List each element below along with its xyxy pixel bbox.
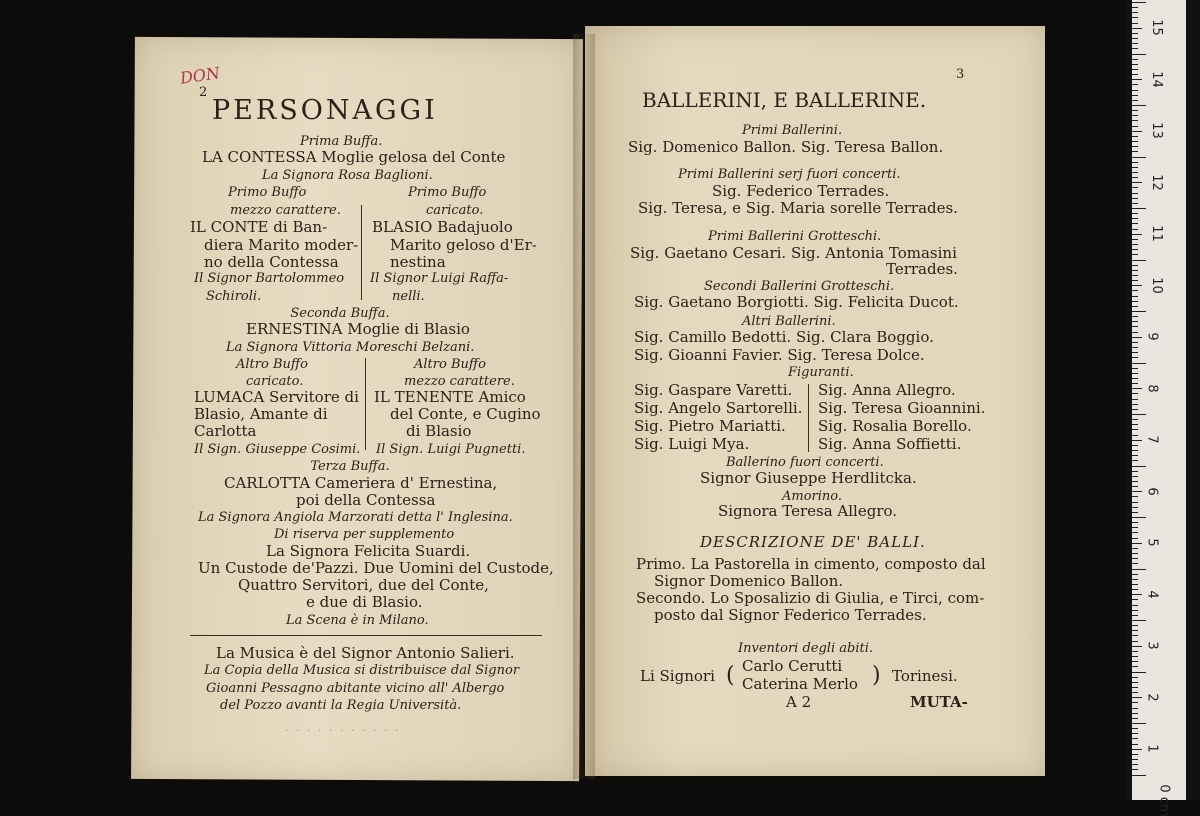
col-line: LUMACA Servitore di: [194, 388, 359, 406]
performer-line: La Signora Rosa Baglioni.: [262, 168, 433, 183]
col-line: Il Signor Bartolommeo: [194, 271, 345, 286]
column-divider: [808, 384, 809, 452]
ruler-tick: [1132, 692, 1138, 693]
ruler-tick: [1132, 728, 1138, 729]
col-line: Schiroli.: [206, 289, 262, 304]
ruler-label: 0 cm: [1156, 783, 1172, 816]
ruler-tick: [1132, 738, 1138, 739]
ruler-tick: [1132, 234, 1142, 235]
ruler-tick: [1132, 589, 1138, 590]
col-line: di Blasio: [406, 422, 472, 440]
ruler-tick: [1132, 363, 1146, 364]
role-heading: Prima Buffa.: [300, 134, 383, 149]
ballet-line: Signor Domenico Ballon.: [654, 572, 844, 590]
col-line: Altro Buffo: [236, 357, 308, 372]
character-line: CARLOTTA Cameriera d' Ernestina,: [224, 474, 498, 492]
ruler-tick: [1132, 208, 1146, 209]
ruler-tick: [1132, 532, 1138, 533]
col-line: Primo Buffo: [228, 185, 307, 200]
ruler-tick: [1132, 115, 1138, 116]
ruler-tick: [1132, 558, 1138, 559]
dancer-line: Signor Giuseppe Herdlitcka.: [700, 469, 917, 487]
ruler-tick: [1132, 280, 1138, 281]
ruler-tick: [1132, 661, 1138, 662]
col-line: Blasio, Amante di: [194, 405, 328, 423]
costume-line: Torinesi.: [892, 667, 958, 685]
extras-line: Quattro Servitori, due del Conte,: [238, 576, 489, 594]
ballet-description-heading: DESCRIZIONE DE' BALLI.: [700, 533, 926, 551]
footer-line: del Pozzo avanti la Regia Università.: [220, 698, 462, 713]
extras-line: Un Custode de'Pazzi. Due Uomini del Custode,: [198, 559, 554, 577]
ruler-tick: [1132, 656, 1138, 657]
performer-line: La Signora Vittoria Moreschi Belzani.: [226, 340, 475, 355]
ruler-tick: [1132, 517, 1146, 518]
ruler-tick: [1132, 162, 1138, 163]
ruler-tick: [1132, 90, 1138, 91]
ruler-tick: [1132, 172, 1138, 173]
ballet-line: posto dal Signor Federico Terrades.: [654, 606, 927, 624]
ruler-label: 14: [1148, 70, 1164, 88]
ruler-tick: [1132, 229, 1138, 230]
character-line: LA CONTESSA Moglie gelosa del Conte: [202, 148, 506, 166]
character-line: ERNESTINA Moglie di Blasio: [246, 320, 470, 338]
ruler-tick: [1132, 445, 1138, 446]
performer-line: La Signora Felicita Suardi.: [266, 542, 471, 560]
ruler-tick: [1132, 466, 1146, 467]
extras-line: e due di Blasio.: [306, 593, 423, 611]
ruler-tick: [1132, 373, 1138, 374]
faded-stamp: · · · · · · · · · · ·: [285, 724, 401, 737]
dancer-line: Sig. Anna Soffietti.: [818, 435, 962, 453]
section-heading: Primi Ballerini serj fuori concerti.: [678, 167, 901, 182]
ruler-tick: [1132, 357, 1138, 358]
ruler-tick: [1132, 157, 1146, 158]
page-title: PERSONAGGI: [212, 95, 438, 126]
col-line: mezzo carattere.: [404, 374, 515, 389]
ruler-tick: [1132, 332, 1138, 333]
ruler-label: 6: [1144, 486, 1160, 496]
page-number: 3: [956, 67, 965, 82]
ruler-label: 2: [1144, 692, 1160, 702]
col-line: IL TENENTE Amico: [374, 388, 526, 406]
ruler-tick: [1132, 641, 1138, 642]
ruler-tick: [1132, 28, 1142, 29]
ruler-tick: [1132, 563, 1138, 564]
ruler-tick: [1132, 223, 1138, 224]
ruler-tick: [1132, 759, 1138, 760]
horizontal-rule: [190, 635, 542, 636]
ruler-label: 1: [1144, 744, 1160, 753]
column-divider: [361, 205, 362, 300]
page-number: 2: [199, 85, 208, 100]
ruler-tick: [1132, 290, 1138, 291]
ruler-tick: [1132, 697, 1142, 698]
dancer-line: Sig. Luigi Mya.: [634, 435, 750, 453]
ruler-tick: [1132, 126, 1138, 127]
ruler-tick: [1132, 775, 1146, 776]
book-gutter: [573, 34, 595, 779]
col-line: Primo Buffo: [408, 185, 487, 200]
ruler-tick: [1132, 311, 1146, 312]
col-line: caricato.: [426, 203, 484, 218]
dancer-line: Sig. Pietro Mariatti.: [634, 417, 786, 435]
col-line: del Conte, e Cugino: [390, 405, 541, 423]
ruler-tick: [1132, 141, 1138, 142]
dancer-line: Terrades.: [886, 260, 958, 278]
ruler-tick: [1132, 38, 1138, 39]
ruler-tick: [1132, 342, 1138, 343]
ruler-tick: [1132, 666, 1138, 667]
ruler-tick: [1132, 213, 1138, 214]
ruler-tick: [1132, 239, 1138, 240]
section-heading: Figuranti.: [788, 365, 854, 380]
dancer-line: Sig. Gaetano Borgiotti. Sig. Felicita Ducot.: [634, 293, 959, 311]
ruler-tick: [1132, 708, 1138, 709]
ruler-tick: [1132, 23, 1138, 24]
ruler-tick: [1132, 507, 1138, 508]
col-line: nelli.: [392, 289, 425, 304]
ruler-tick: [1132, 347, 1138, 348]
page-title: BALLERINI, E BALLERINE.: [642, 88, 927, 112]
ruler-tick: [1132, 198, 1138, 199]
ruler-tick: [1132, 605, 1138, 606]
costume-line: Li Signori: [640, 667, 715, 685]
ruler-tick: [1132, 74, 1138, 75]
section-heading: Secondi Ballerini Grotteschi.: [704, 279, 895, 294]
costume-name: Carlo Cerutti: [742, 657, 843, 675]
col-line: mezzo carattere.: [230, 203, 341, 218]
performer-line: La Signora Angiola Marzorati detta l' Inglesina.: [198, 510, 513, 525]
ruler-tick: [1132, 110, 1138, 111]
ruler-tick: [1132, 419, 1138, 420]
ruler-label: 7: [1144, 435, 1160, 444]
ruler-tick: [1132, 352, 1138, 353]
ruler-tick: [1132, 79, 1142, 80]
ruler-tick: [1132, 167, 1138, 168]
ruler-scale: [1132, 0, 1186, 816]
col-line: no della Contessa: [204, 253, 339, 271]
dancer-line: Sig. Teresa Gioannini.: [818, 399, 986, 417]
ruler-tick: [1132, 512, 1138, 513]
ruler-tick: [1132, 682, 1138, 683]
signature-mark: A 2: [786, 693, 812, 711]
ruler-label: 12: [1148, 173, 1164, 191]
ruler-tick: [1132, 615, 1138, 616]
ruler-tick: [1132, 491, 1142, 492]
ruler-tick: [1132, 260, 1146, 261]
section-heading: Primi Ballerini.: [742, 123, 843, 138]
ruler-label: 8: [1144, 383, 1160, 393]
ruler-tick: [1132, 244, 1138, 245]
ruler-tick: [1132, 713, 1138, 714]
ruler-tick: [1132, 265, 1138, 266]
ruler-tick: [1132, 527, 1138, 528]
ruler-tick: [1132, 429, 1138, 430]
ruler-tick: [1132, 502, 1138, 503]
ruler-tick: [1132, 151, 1138, 152]
ruler-tick: [1132, 553, 1138, 554]
costume-name: Caterina Merlo: [742, 675, 858, 693]
music-credit: La Musica è del Signor Antonio Salieri.: [216, 644, 515, 662]
ruler-tick: [1132, 54, 1146, 55]
footer-line: La Copia della Musica si distribuisce dal Signor: [204, 663, 520, 678]
ruler-tick: [1132, 733, 1138, 734]
ruler-tick: [1132, 146, 1138, 147]
ruler-tick: [1132, 599, 1138, 600]
ruler-tick: [1132, 321, 1138, 322]
ruler-tick: [1132, 476, 1138, 477]
ruler-tick: [1132, 306, 1138, 307]
ruler-tick: [1132, 368, 1138, 369]
ruler-tick: [1132, 187, 1138, 188]
ruler-tick: [1132, 579, 1138, 580]
ruler-tick: [1132, 569, 1146, 570]
dancer-line: Signora Teresa Allegro.: [718, 502, 898, 520]
dancer-line: Sig. Federico Terrades.: [712, 182, 890, 200]
ruler-tick: [1132, 754, 1138, 755]
ruler-tick: [1132, 460, 1138, 461]
ruler-tick: [1132, 131, 1142, 132]
ruler-tick: [1132, 249, 1138, 250]
col-line: caricato.: [246, 374, 304, 389]
ruler-tick: [1132, 285, 1142, 286]
ruler-tick: [1132, 723, 1146, 724]
ruler-tick: [1132, 48, 1138, 49]
ruler-tick: [1132, 404, 1138, 405]
ruler-tick: [1132, 316, 1138, 317]
ruler-label: 5: [1144, 538, 1160, 547]
col-line: Il Sign. Giuseppe Cosimi.: [194, 442, 361, 457]
ruler-tick: [1132, 59, 1138, 60]
section-heading: Amorino.: [782, 489, 843, 504]
ruler-tick: [1132, 702, 1138, 703]
ruler-tick: [1132, 383, 1138, 384]
col-line: diera Marito moder-: [204, 236, 359, 254]
ruler-tick: [1132, 677, 1138, 678]
character-line: poi della Contessa: [296, 491, 436, 509]
ruler-label: 10: [1148, 276, 1164, 294]
section-heading: Altri Ballerini.: [742, 314, 836, 329]
ruler-tick: [1132, 594, 1142, 595]
ruler-label: 3: [1144, 641, 1160, 650]
ruler-label: 9: [1144, 332, 1160, 341]
ruler-tick: [1132, 64, 1138, 65]
handwritten-mark: DON: [178, 63, 222, 88]
ruler-tick: [1132, 744, 1138, 745]
ruler-tick: [1132, 17, 1138, 18]
col-line: Il Signor Luigi Raffa-: [370, 271, 509, 286]
ruler-tick: [1132, 672, 1146, 673]
costume-heading: Inventori degli abiti.: [738, 641, 874, 656]
ruler-tick: [1132, 275, 1138, 276]
ruler-tick: [1132, 414, 1146, 415]
ruler-tick: [1132, 435, 1138, 436]
ruler-label: 15: [1148, 19, 1164, 36]
ruler-tick: [1132, 635, 1138, 636]
ruler-tick: [1132, 218, 1138, 219]
ruler-tick: [1132, 43, 1138, 44]
ruler-tick: [1132, 296, 1138, 297]
dancer-line: Sig. Gaetano Cesari. Sig. Antonia Tomasini: [630, 244, 957, 262]
ruler-tick: [1132, 620, 1146, 621]
ruler-tick: [1132, 440, 1142, 441]
footer-line: Gioanni Pessagno abitante vicino all' Albergo: [206, 681, 505, 696]
right-brace: ): [872, 663, 881, 688]
ruler-tick: [1132, 424, 1138, 425]
left-brace: (: [726, 663, 735, 688]
ruler-tick: [1132, 69, 1138, 70]
ruler-tick: [1132, 378, 1138, 379]
column-divider: [365, 358, 366, 450]
ruler-tick: [1132, 455, 1138, 456]
ruler-tick: [1132, 496, 1138, 497]
col-line: Marito geloso d'Er-: [390, 236, 537, 254]
ruler-tick: [1132, 610, 1138, 611]
ruler-tick: [1132, 450, 1138, 451]
role-heading: Seconda Buffa.: [290, 306, 390, 321]
col-line: BLASIO Badajuolo: [372, 218, 513, 236]
ruler-tick: [1132, 646, 1142, 647]
reserve-line: Di riserva per supplemento: [274, 527, 455, 542]
ruler-tick: [1132, 538, 1138, 539]
dancer-line: Sig. Camillo Bedotti. Sig. Clara Boggio.: [634, 328, 934, 346]
ruler-tick: [1132, 522, 1138, 523]
ruler-tick: [1132, 337, 1142, 338]
ruler-tick: [1132, 543, 1142, 544]
ruler-tick: [1132, 625, 1138, 626]
role-heading: Terza Buffa.: [310, 459, 390, 474]
ruler-tick: [1132, 548, 1138, 549]
ruler-tick: [1132, 105, 1146, 106]
ruler-tick: [1132, 136, 1138, 137]
ruler-tick: [1132, 33, 1138, 34]
ruler-tick: [1132, 301, 1138, 302]
ballet-line: Secondo. Lo Sposalizio di Giulia, e Tirci, com-: [636, 589, 985, 607]
ruler-tick: [1132, 471, 1138, 472]
section-heading: Primi Ballerini Grotteschi.: [708, 229, 882, 244]
col-line: nestina: [390, 253, 446, 271]
ballet-line: Primo. La Pastorella in cimento, composto dal: [636, 555, 986, 573]
ruler-tick: [1132, 651, 1138, 652]
ruler-tick: [1132, 584, 1138, 585]
ruler-label: 4: [1144, 589, 1160, 599]
ruler-tick: [1132, 270, 1138, 271]
ruler-tick: [1132, 177, 1138, 178]
ruler-tick: [1132, 388, 1142, 389]
catchword: MUTA-: [910, 693, 968, 711]
ruler-tick: [1132, 193, 1138, 194]
ruler-tick: [1132, 203, 1138, 204]
ruler-tick: [1132, 254, 1138, 255]
ruler-tick: [1132, 12, 1138, 13]
dancer-line: Sig. Angelo Sartorelli.: [634, 399, 803, 417]
ruler-tick: [1132, 481, 1138, 482]
ruler-tick: [1132, 630, 1138, 631]
dancer-line: Sig. Domenico Ballon. Sig. Teresa Ballon.: [628, 138, 944, 156]
ruler-tick: [1132, 95, 1138, 96]
ruler-tick: [1132, 182, 1142, 183]
dancer-line: Sig. Rosalia Borello.: [818, 417, 972, 435]
col-line: Altro Buffo: [414, 357, 486, 372]
ruler-tick: [1132, 84, 1138, 85]
ruler-tick: [1132, 749, 1142, 750]
ruler-tick: [1132, 2, 1146, 3]
ruler-tick: [1132, 409, 1138, 410]
col-line: Il Sign. Luigi Pugnetti.: [376, 442, 526, 457]
ruler-tick: [1132, 718, 1138, 719]
ruler-tick: [1132, 769, 1138, 770]
dancer-line: Sig. Gioanni Favier. Sig. Teresa Dolce.: [634, 346, 925, 364]
ruler-tick: [1132, 393, 1138, 394]
ruler-tick: [1132, 100, 1138, 101]
dancer-line: Sig. Anna Allegro.: [818, 381, 956, 399]
ruler-tick: [1132, 574, 1138, 575]
dancer-line: Sig. Gaspare Varetti.: [634, 381, 793, 399]
ruler-label: 13: [1148, 122, 1164, 139]
ruler-tick: [1132, 764, 1138, 765]
dancer-line: Sig. Teresa, e Sig. Maria sorelle Terrades.: [638, 199, 958, 217]
ruler-tick: [1132, 326, 1138, 327]
col-line: IL CONTE di Ban-: [190, 218, 328, 236]
ruler-tick: [1132, 7, 1138, 8]
ruler-tick: [1132, 399, 1138, 400]
section-heading: Ballerino fuori concerti.: [726, 455, 884, 470]
ruler-tick: [1132, 120, 1138, 121]
scene-line: La Scena è in Milano.: [286, 613, 429, 628]
col-line: Carlotta: [194, 422, 257, 440]
ruler-tick: [1132, 687, 1138, 688]
ruler-tick: [1132, 486, 1138, 487]
ruler-label: 11: [1148, 225, 1164, 242]
